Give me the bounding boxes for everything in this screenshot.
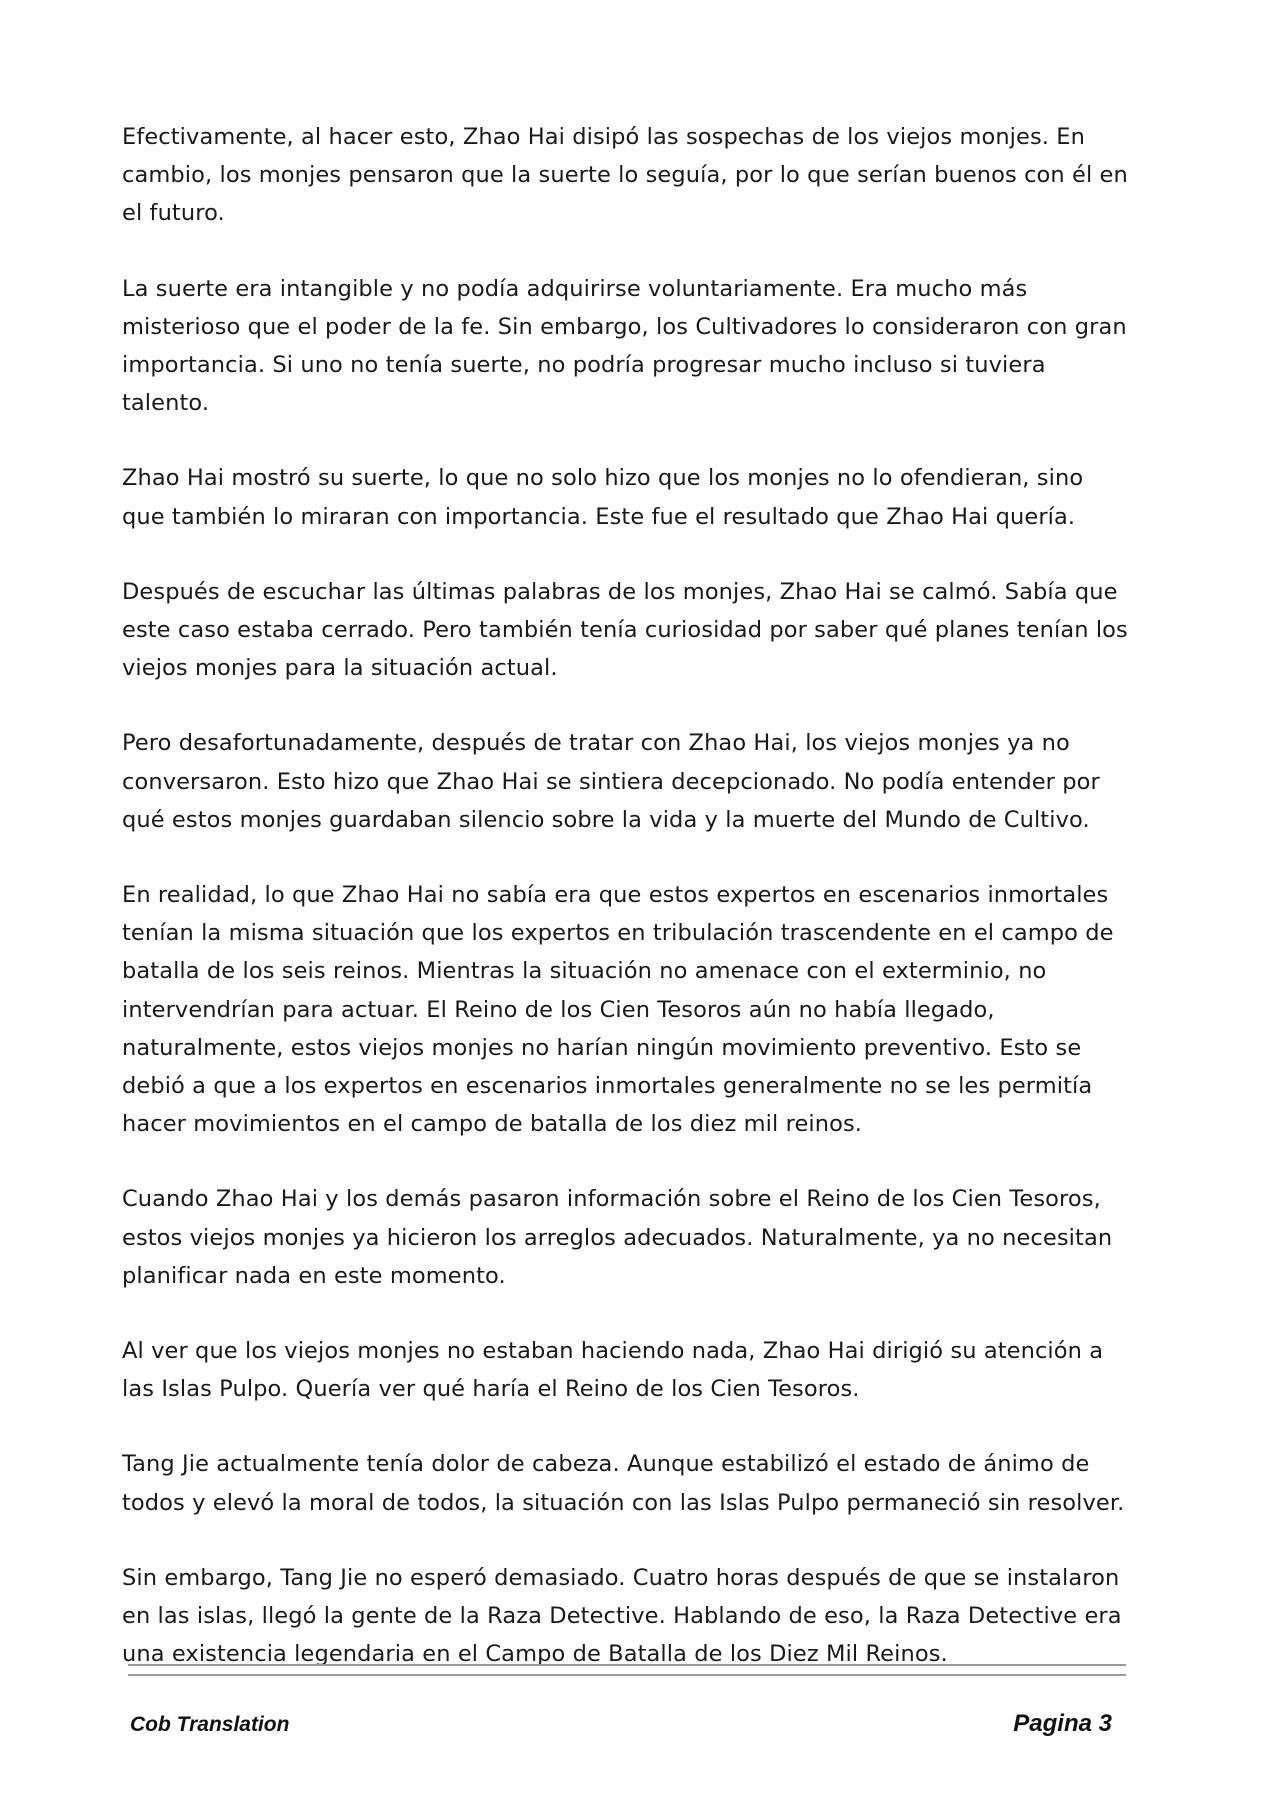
paragraph-1: Efectivamente, al hacer esto, Zhao Hai disipó las sospechas de los viejos monjes. En cambio, los monjes pensaron que la suerte lo seguía, por lo que serían buenos con él en el futuro. bbox=[122, 124, 1128, 227]
paragraph-10: Sin embargo, Tang Jie no esperó demasiado. Cuatro horas después de que se instalaron en las islas, llegó la gente de la Raza Detective. Hablando de eso, la Raza Detective era una existencia legendaria en el Campo de Batalla de los Diez Mil Reinos. bbox=[122, 1564, 1122, 1668]
paragraph-5: Pero desafortunadamente, después de tratar con Zhao Hai, los viejos monjes ya no conversaron. Esto hizo que Zhao Hai se sintiera decepcionado. No podía entender por qué estos monjes guardaban silencio sobre la vida y la muerte del Mundo de Cultivo. bbox=[122, 730, 1100, 833]
footer-translator: Cob Translation bbox=[130, 1713, 290, 1736]
footer-divider bbox=[128, 1664, 1126, 1676]
footer-page-number: Pagina 3 bbox=[1013, 1710, 1112, 1737]
paragraph-7: Cuando Zhao Hai y los demás pasaron información sobre el Reino de los Cien Tesoros, estos viejos monjes ya hicieron los arreglos adecuados. Naturalmente, ya no necesitan planificar nada en este momento. bbox=[122, 1186, 1113, 1289]
document-body bbox=[122, 118, 1132, 1711]
paragraph-4: Después de escuchar las últimas palabras de los monjes, Zhao Hai se calmó. Sabía que este caso estaba cerrado. Pero también tenía curiosidad por saber qué planes tenían los viejos monjes para la situación actual. bbox=[122, 578, 1128, 682]
footer-rule-bottom bbox=[128, 1674, 1126, 1676]
paragraph-2: La suerte era intangible y no podía adquirirse voluntariamente. Era mucho más misterioso que el poder de la fe. Sin embargo, los Cultivadores lo consideraron con gran importancia. Si uno no tenía suerte, no podría progresar mucho incluso si tuviera talento. bbox=[122, 275, 1127, 417]
paragraph-9: Tang Jie actualmente tenía dolor de cabeza. Aunque estabilizó el estado de ánimo de todos y elevó la moral de todos, la situación con las Islas Pulpo permaneció sin resolver. bbox=[122, 1451, 1125, 1516]
paragraph-6: En realidad, lo que Zhao Hai no sabía era que estos expertos en escenarios inmortales tenían la misma situación que los expertos en tribulación trascendente en el campo de batalla de los seis reinos. Mientras la situación no amenace con el exterminio, no intervendrían para actuar. El Reino de los Cien Tesoros aún no había llegado, naturalmente, estos viejos monjes no harían ningún movimiento preventivo. Esto se debió a que a los expertos en escenarios inmortales generalmente no se les permitía hacer movimientos en el campo de batalla de los diez mil reinos. bbox=[122, 882, 1114, 1138]
paragraph-8: Al ver que los viejos monjes no estaban haciendo nada, Zhao Hai dirigió su atención a las Islas Pulpo. Quería ver qué haría el Reino de los Cien Tesoros. bbox=[122, 1338, 1104, 1403]
paragraph-3: Zhao Hai mostró su suerte, lo que no solo hizo que los monjes no lo ofendieran, sino que también lo miraran con importancia. Este fue el resultado que Zhao Hai quería. bbox=[122, 465, 1084, 530]
footer-rule-top bbox=[128, 1664, 1126, 1666]
page-footer bbox=[130, 1710, 1122, 1738]
